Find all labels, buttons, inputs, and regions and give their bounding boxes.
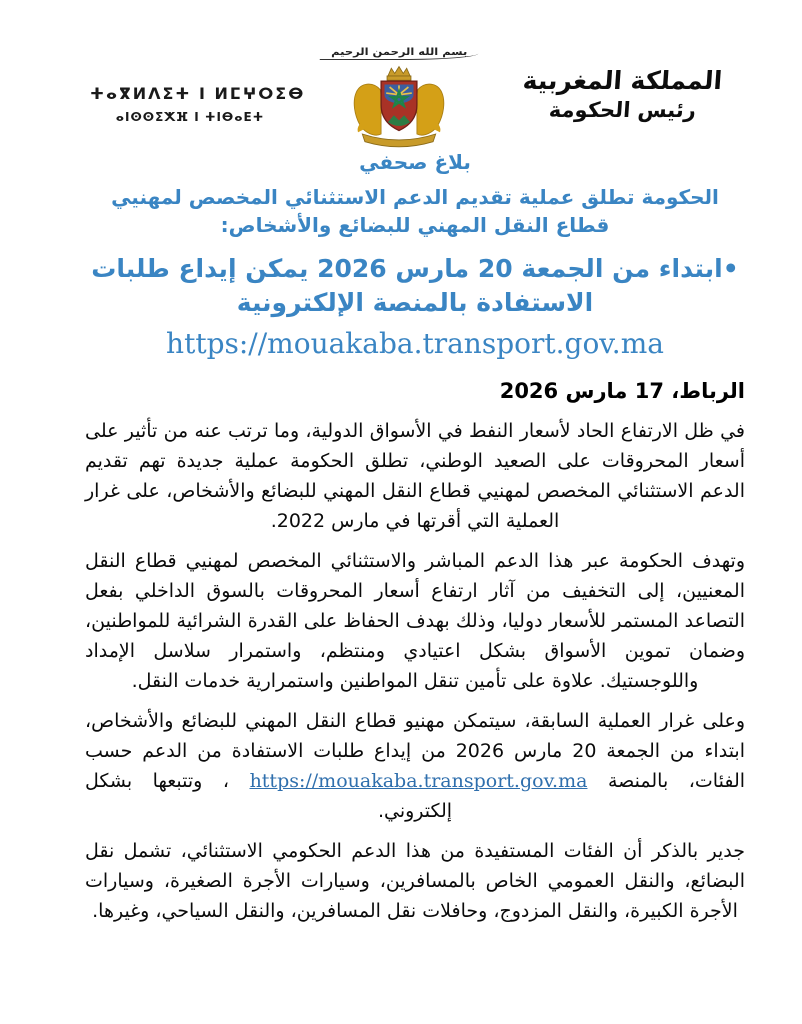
emblem-block xyxy=(324,40,474,152)
paragraph-1: في ظل الارتفاع الحاد لأسعار النفط في الأسواق الدولية، وما ترتب عنه من تأثير على أسعار المحروقات على الصعيد الوطني، تطلق الحكومة عملية جديدة تهم تقديم الدعم الاستثنائي المخصص لمهنيي قطاع النقل المهني للبضائع والأشخاص، على غرار العملية التي أقرتها في مارس 2022. xyxy=(85,419,745,532)
mouakaba-link[interactable]: https://mouakaba.transport.gov.ma xyxy=(249,769,588,792)
tifinagh-government-title xyxy=(90,84,306,124)
paragraph-3 xyxy=(85,706,745,826)
document-header xyxy=(0,0,802,150)
tifinagh-head-of-government-line: ⴰⵏⵙⵙⵉⵅⴼ ⵏ ⵜⵏⴱⴰⴹⵜ xyxy=(115,110,265,124)
bismillah-calligraphy: بسم الله الرحمن الرحيم xyxy=(319,47,478,60)
paragraphs-section xyxy=(85,416,745,926)
paragraph-2: وتهدف الحكومة عبر هذا الدعم المباشر والاستثنائي المخصص لمهنيي قطاع النقل المعنيين، إلى التخفيف من آثار ارتفاع أسعار المحروقات بالسوق الداخلي بفعل التصاعد المستمر للأسعار دوليا، وذلك بهدف الحفاظ على القدرة الشرائية للمواطنين، وضمان تموين الأسواق بشكل اعتيادي ومنتظم، واستمرار سلاسل الإمداد واللوجستيك. علاوة على تأمين تنقل المواطنين واستمرارية خدمات النقل. xyxy=(85,549,745,692)
kingdom-of-morocco-text: المملكة المغربية xyxy=(521,66,724,95)
bullet-marker-icon: • xyxy=(722,254,739,283)
key-announcement-bullet xyxy=(85,252,745,320)
press-release-headline: الحكومة تطلق عملية تقديم الدعم الاستثنائي المخصص لمهنيي قطاع النقل المهني للبضائع والأشخاص: xyxy=(111,185,719,237)
head-of-government-text: رئيس الحكومة xyxy=(548,98,697,122)
platform-url-line xyxy=(85,327,745,360)
bullet-text: ابتداء من الجمعة 20 مارس 2026 يمكن إيداع طلبات الاستفادة بالمنصة الإلكترونية xyxy=(91,254,723,317)
moroccan-coat-of-arms-icon xyxy=(324,62,474,152)
press-release-body xyxy=(85,150,745,936)
platform-url-link[interactable]: https://mouakaba.transport.gov.ma xyxy=(166,326,664,360)
tifinagh-kingdom-line: ⵜⴰⴳⵍⴷⵉⵜ ⵏ ⵍⵎⵖⵔⵉⴱ xyxy=(90,84,306,103)
paragraph-4: جدير بالذكر أن الفئات المستفيدة من هذا الدعم الحكومي الاستثنائي، تشمل نقل البضائع، والنقل العمومي الخاص بالمسافرين، وسيارات الأجرة الصغيرة، وسيارات الأجرة الكبيرة، والنقل المزدوج، وحافلات نقل المسافرين، والنقل السياحي، وغيرها. xyxy=(85,839,745,922)
dateline: الرباط، 17 مارس 2026 xyxy=(499,378,745,403)
press-release-label: بلاغ صحفي xyxy=(359,150,471,174)
paragraph-3-text-before: وعلى غرار العملية السابقة، سيتمكن مهنيو قطاع النقل المهني للبضائع والأشخاص، ابتداء من الجمعة 20 مارس 2026 من إيداع طلبات الاستفادة من الدعم حسب الفئات، بالمنصة xyxy=(85,709,746,792)
kingdom-calligraphy xyxy=(515,66,730,122)
paragraph-3-text-after: ، وتتبعها بشكل إلكتروني. xyxy=(85,769,453,822)
paragraph-3-inline-link[interactable] xyxy=(250,770,588,792)
